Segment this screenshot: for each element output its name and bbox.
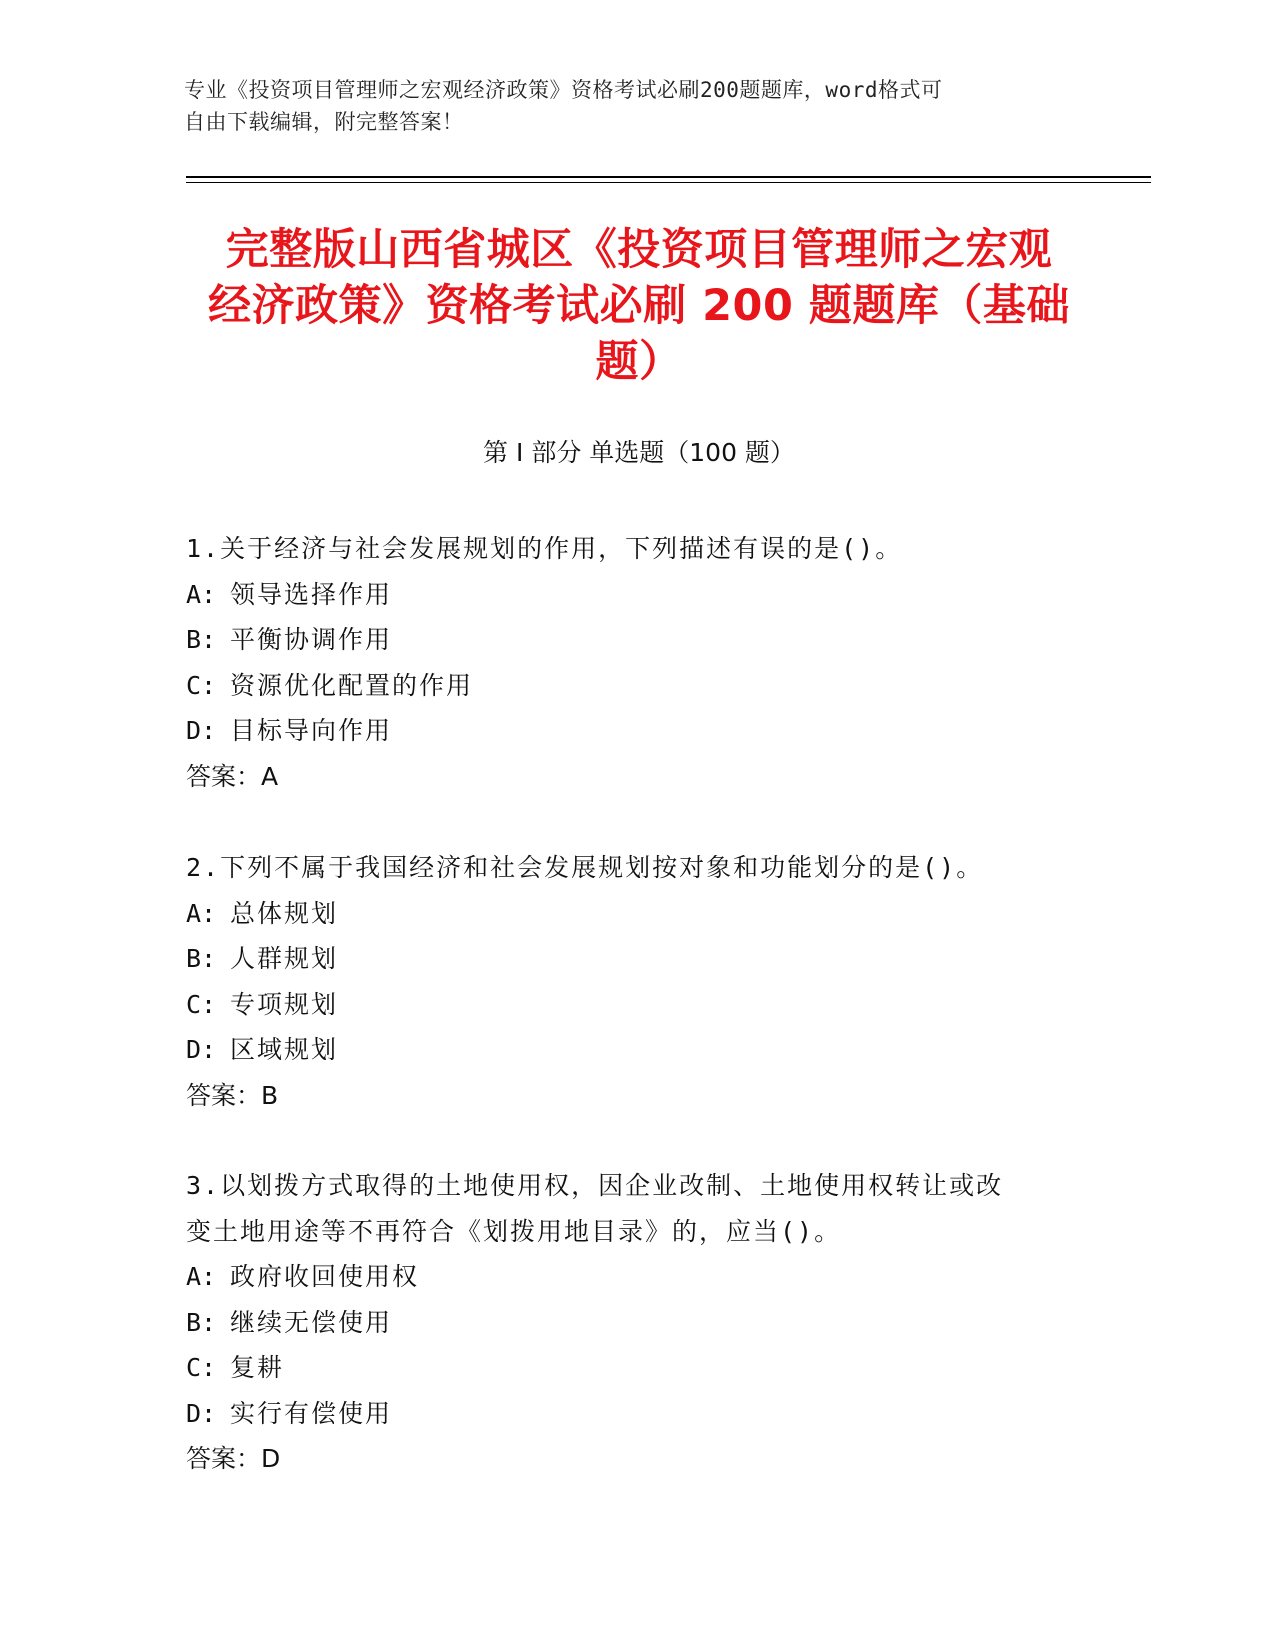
option-a xyxy=(186,572,1086,618)
option-text: 平衡协调作用 xyxy=(230,625,393,654)
header-divider-thick xyxy=(186,176,1151,178)
option-c xyxy=(186,982,1086,1028)
document-title-line: 题） xyxy=(595,337,683,387)
document-title-line: 经济政策》资格考试必刷 200 题题库（基础 xyxy=(208,281,1070,331)
option-label: A: xyxy=(186,1262,217,1291)
answer-line: 答案：A xyxy=(186,761,279,791)
question-3 xyxy=(186,1163,1086,1482)
option-label: B: xyxy=(186,944,217,973)
option-a xyxy=(186,1254,1086,1300)
document-title-line: 完整版山西省城区《投资项目管理师之宏观 xyxy=(225,225,1053,275)
option-label: A: xyxy=(186,898,217,928)
option-c xyxy=(186,663,1086,709)
header-note xyxy=(184,74,1044,138)
header-note-line: 自由下载编辑，附完整答案！ xyxy=(184,110,464,134)
header-note-line: 专业《投资项目管理师之宏观经济政策》资格考试必刷200题题库，word格式可 xyxy=(184,78,943,102)
answer-line: 答案：B xyxy=(186,1080,279,1110)
header-divider-thin xyxy=(186,182,1151,183)
option-text: 政府收回使用权 xyxy=(230,1262,420,1291)
question-2 xyxy=(186,845,1086,1118)
answer-line: 答案：D xyxy=(186,1444,281,1473)
option-text: 区域规划 xyxy=(230,1035,339,1064)
option-c xyxy=(186,1345,1086,1391)
option-text: 人群规划 xyxy=(230,944,339,973)
section-title: 第 I 部分 单选题（100 题） xyxy=(483,438,795,467)
option-b xyxy=(186,1300,1086,1346)
question-stem: 3.以划拨方式取得的土地使用权，因企业改制、土地使用权转让或改 xyxy=(186,1171,1004,1200)
question-stem: 1.关于经济与社会发展规划的作用，下列描述有误的是()。 xyxy=(186,534,903,563)
option-label: D: xyxy=(186,716,217,745)
option-label: D: xyxy=(186,1035,217,1064)
option-label: D: xyxy=(186,1398,217,1428)
option-label: C: xyxy=(186,670,217,700)
option-text: 专项规划 xyxy=(230,989,339,1019)
document-title xyxy=(184,222,1094,390)
option-d xyxy=(186,708,1086,754)
option-b xyxy=(186,936,1086,982)
option-d xyxy=(186,1391,1086,1437)
option-text: 实行有偿使用 xyxy=(230,1398,393,1428)
question-stem: 2.下列不属于我国经济和社会发展规划按对象和功能划分的是()。 xyxy=(186,853,984,882)
option-b xyxy=(186,617,1086,663)
option-text: 总体规划 xyxy=(230,898,339,928)
option-text: 资源优化配置的作用 xyxy=(230,670,474,700)
option-text: 继续无偿使用 xyxy=(230,1307,393,1337)
option-a xyxy=(186,891,1086,937)
option-label: C: xyxy=(186,989,217,1019)
option-label: A: xyxy=(186,579,217,609)
option-label: C: xyxy=(186,1353,217,1382)
question-1 xyxy=(186,526,1086,799)
option-d xyxy=(186,1027,1086,1073)
option-text: 复耕 xyxy=(230,1353,285,1382)
option-label: B: xyxy=(186,1307,217,1337)
option-text: 目标导向作用 xyxy=(230,716,393,745)
option-label: B: xyxy=(186,625,217,654)
question-stem: 变土地用途等不再符合《划拨用地目录》的，应当()。 xyxy=(186,1216,842,1246)
option-text: 领导选择作用 xyxy=(230,579,393,609)
